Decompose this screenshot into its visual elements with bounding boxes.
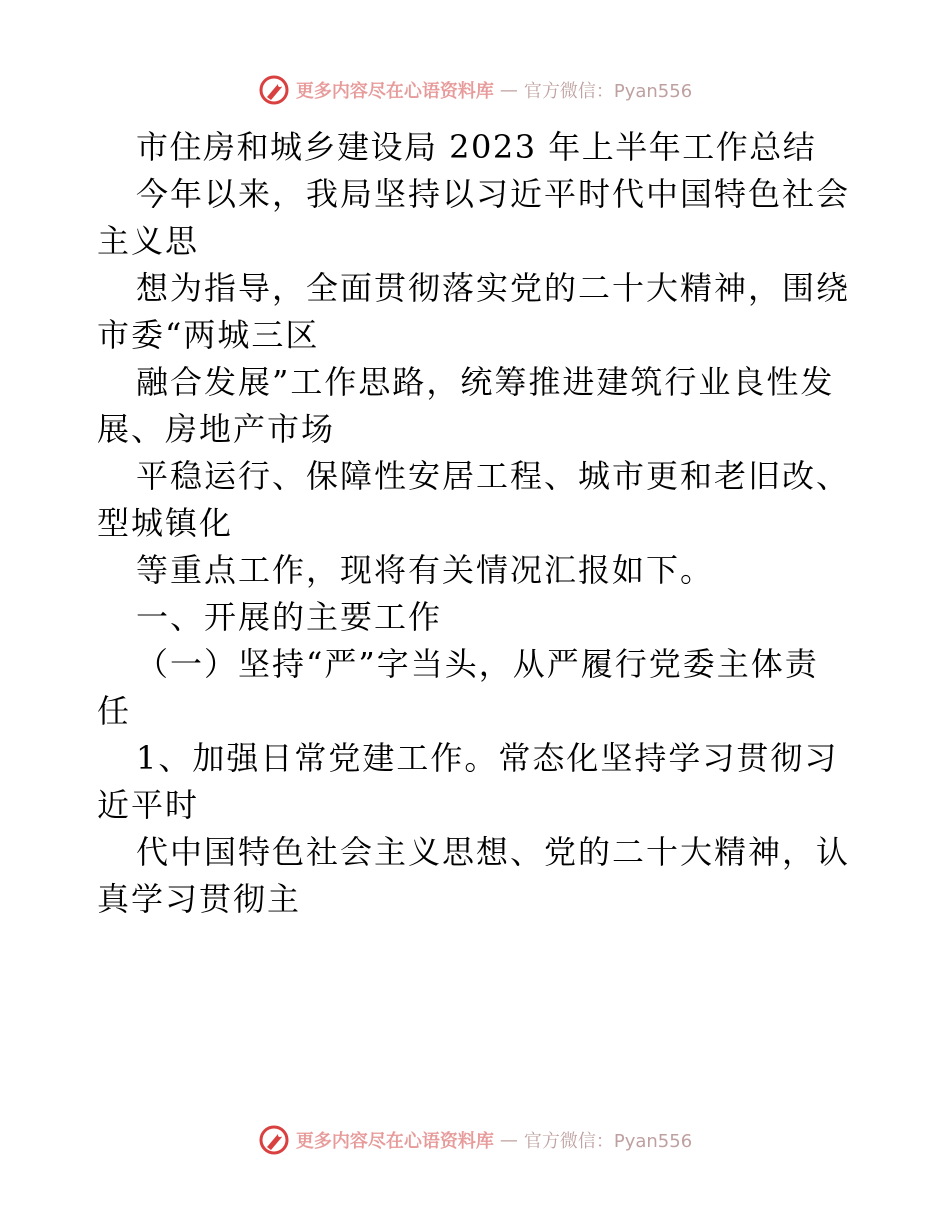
text-line: 今年以来，我局坚持以习近平时代中国特色社会: [136, 175, 851, 213]
watermark-separator: —: [499, 1129, 518, 1151]
text-line: 等重点工作，现将有关情况汇报如下。: [136, 551, 715, 589]
watermark-main-text: 更多内容尽在心语资料库: [295, 81, 494, 102]
watermark-separator: —: [499, 79, 518, 101]
document-body: [97, 124, 857, 923]
watermark-header: [0, 70, 950, 110]
text-line: 任: [97, 692, 132, 730]
pen-logo-icon: [258, 1124, 290, 1156]
text-line: 展、房地产市场: [97, 410, 336, 448]
watermark-sub-text: 官方微信：Pyan556: [523, 81, 693, 102]
text-line: 一、开展的主要工作: [136, 598, 443, 636]
text-line: 型城镇化: [97, 504, 234, 542]
watermark-sub-text: 官方微信：Pyan556: [523, 1131, 693, 1152]
text-line: 1、加强日常党建工作。常态化坚持学习贯彻习: [136, 739, 839, 777]
text-line: 近平时: [97, 786, 200, 824]
watermark-footer: [0, 1120, 950, 1160]
text-line: 平稳运行、保障性安居工程、城市更和老旧改、: [136, 457, 851, 495]
text-line: 主义思: [97, 222, 200, 260]
pen-logo-icon: [258, 74, 290, 106]
text-line: （一）坚持“严”字当头，从严履行党委主体责: [136, 645, 819, 683]
document-title: 市住房和城乡建设局 2023 年上半年工作总结: [136, 128, 817, 166]
text-line: 融合发展”工作思路，统筹推进建筑行业良性发: [136, 363, 835, 401]
text-line: 代中国特色社会主义思想、党的二十大精神，认: [136, 833, 851, 871]
text-line: 想为指导，全面贯彻落实党的二十大精神，围绕: [136, 269, 851, 307]
text-line: 市委“两城三区: [97, 316, 320, 354]
text-line: 真学习贯彻主: [97, 880, 302, 918]
watermark-main-text: 更多内容尽在心语资料库: [295, 1131, 494, 1152]
